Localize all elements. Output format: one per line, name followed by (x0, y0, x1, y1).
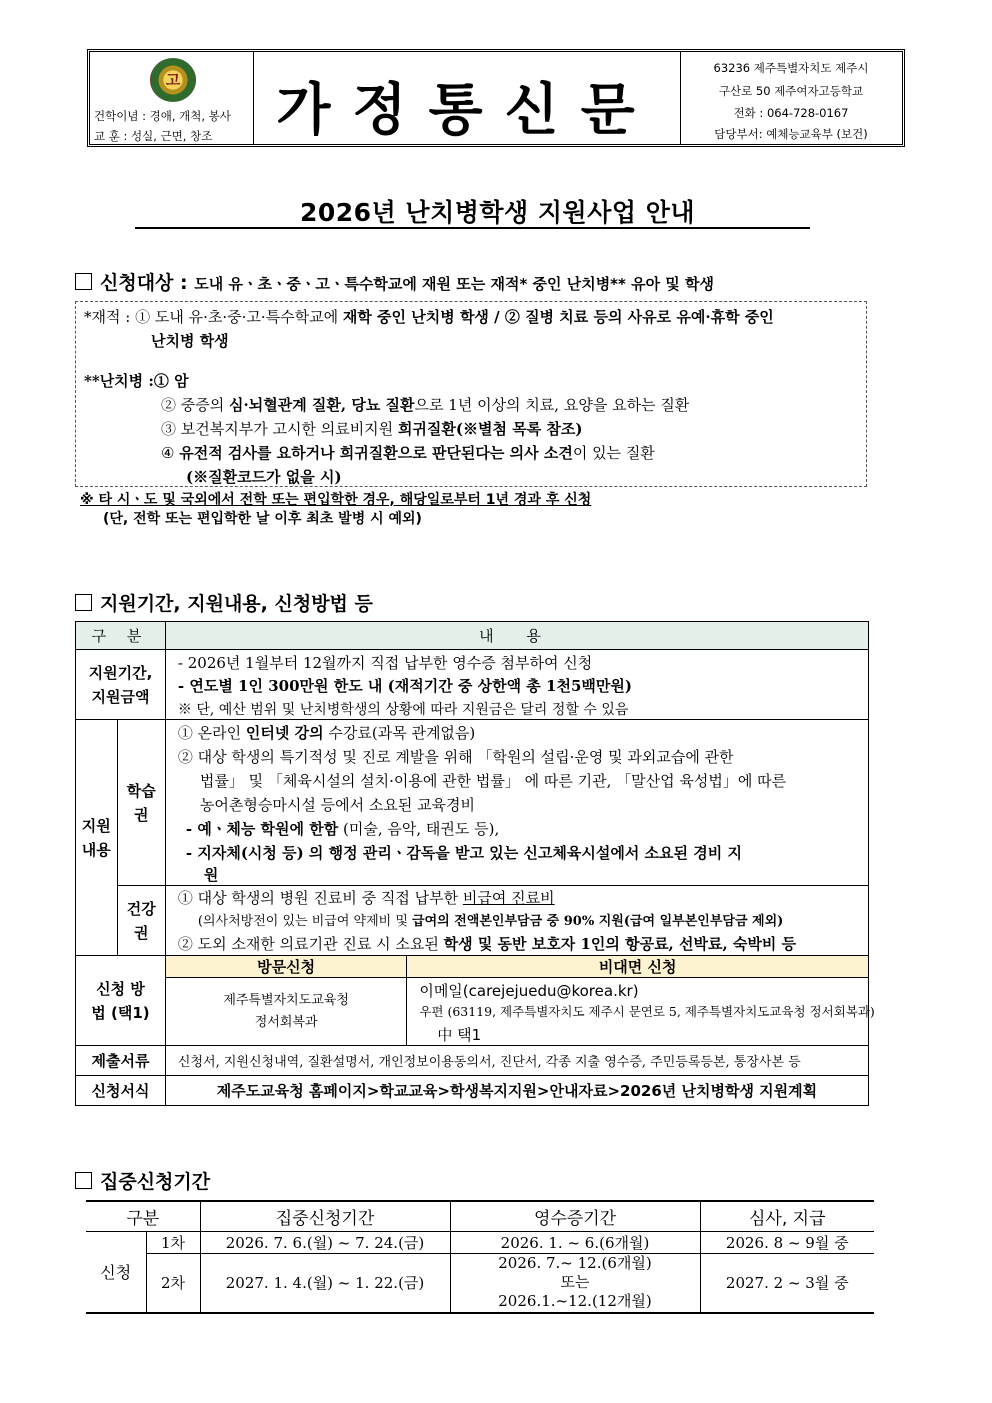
intensive-period-heading: 집중신청기간 (75, 1167, 210, 1194)
school-emblem-icon: 고 (150, 58, 196, 102)
table-header-category: 구 분 (76, 622, 166, 650)
transfer-note-exception: (단, 전학 또는 편입학한 날 이후 최초 발병 시 예외) (103, 511, 422, 527)
support-table (75, 621, 875, 1106)
form-location: 제주도교육청 홈페이지>학교교육>학생복지지원>안내자료>2026년 난치병학생 지원계획 (165, 1076, 868, 1106)
online-content: 이메일(carejejuedu@korea.kr) 우편 (63119, 제주특별자치도 제주시 문연로 5, 제주특별자치도교육청 정서회복과) 中 택1 (407, 978, 869, 1046)
letterhead (87, 49, 905, 147)
table-header-content: 내 용 (165, 622, 868, 650)
support-heading: 지원기간, 지원내용, 신청방법 등 (75, 589, 373, 616)
method-label: 신청 방법 (택1) (76, 956, 166, 1046)
apply-period: 2026. 7. 6.(월) ~ 7. 24.(금) (200, 1231, 450, 1253)
apply-period: 2027. 1. 4.(월) ~ 1. 22.(금) (200, 1253, 450, 1313)
enrollment-definition: *재적 : ① 도내 유·초·중·고·특수학교에 재학 중인 난치병 학생 / ② 질병 치료 등의 사유로 유예·휴학 중인 (84, 308, 774, 326)
disease-item: ④ 유전적 검사를 요하거나 희귀질환으로 판단된다는 의사 소견이 있는 질환 (161, 444, 655, 462)
checkbox-square-icon (75, 1172, 92, 1189)
newsletter-title: 가정통신문 (276, 78, 657, 143)
col-header: 집중신청기간 (200, 1201, 450, 1231)
disease-definition: **난치병 :① 암 (84, 372, 189, 390)
checkbox-square-icon (75, 273, 92, 290)
learning-content: ① 온라인 인터넷 강의 수강료(과목 관계없음) ② 대상 학생의 특기적성 및 진로 계발을 위해 「학원의 설립·운영 및 과외교습에 관한 법률」 및 「체육시설의 설치·이용에 관한 법률」 에 따른 기관, 「말산업 육성법」에 따른 농어촌형승마시설 등에서 소요된 교육경비 - 예ㆍ체능 학원에 한함 (미술, 음악, 태권도 등), - 지자체(시청 등) 의 행정 관리ㆍ감독을 받고 있는 신고체육시설에서 소요된 경비 지 원 (165, 720, 868, 886)
school-contact-box (680, 52, 902, 144)
disease-item: ③ 보건복지부가 고시한 의료비지원 희귀질환(※별첨 목록 참조) (161, 420, 583, 438)
learning-label: 학습권 (117, 720, 165, 886)
visit-content: 제주특별자치도교육청 정서회복과 (165, 978, 406, 1046)
health-content: ① 대상 학생의 병원 진료비 중 직접 납부한 비급여 진료비 (의사처방전이 있는 비급여 약제비 및 급여의 전액본인부담금 중 90% 지원(급여 일부본인부담금 제외) ② 도외 소재한 의료기관 진료 시 소요된 학생 및 동반 보호자 1인의 항공료, 선박료, 숙박비 등 (165, 886, 868, 956)
round-label: 2차 (146, 1253, 200, 1313)
health-label: 건강권 (117, 886, 165, 956)
col-header: 심사, 지급 (700, 1201, 874, 1231)
documents-label: 제출서류 (76, 1046, 166, 1076)
col-header: 영수증기간 (450, 1201, 700, 1231)
documents-content: 신청서, 지원신청내역, 질환설명서, 개인정보이용동의서, 진단서, 각종 지출 영수증, 주민등록등본, 통장사본 등 (165, 1046, 868, 1076)
payment-period: 2026. 8 ~ 9월 중 (700, 1231, 874, 1253)
transfer-note: ※ 타 시ㆍ도 및 국외에서 전학 또는 편입학한 경우, 해당일로부터 1년 경과 후 신청 (80, 492, 592, 508)
checkbox-square-icon (75, 594, 92, 611)
group-label: 신청 (86, 1231, 146, 1313)
col-header: 구분 (86, 1201, 200, 1231)
dept-line: 담당부서: 예체능교육부 (보건) (714, 127, 868, 141)
eligibility-description: 도내 유ㆍ초ㆍ중ㆍ고ㆍ특수학교에 재원 또는 재적* 중인 난치병** 유아 및 학생 (194, 275, 714, 293)
period-label: 지원기간, 지원금액 (76, 650, 166, 720)
eligibility-heading: 신청대상 : 도내 유ㆍ초ㆍ중ㆍ고ㆍ특수학교에 재원 또는 재적* 중인 난치병** 유아 및 학생 (75, 268, 714, 295)
content-label: 지원 내용 (76, 720, 118, 956)
form-label: 신청서식 (76, 1076, 166, 1106)
receipt-period: 2026. 7.~ 12.(6개월) 또는 2026.1.~12.(12개월) (450, 1253, 700, 1313)
visit-header: 방문신청 (165, 956, 406, 978)
online-header: 비대면 신청 (407, 956, 869, 978)
newsletter-title-box (253, 52, 681, 144)
payment-period: 2027. 2 ~ 3월 중 (700, 1253, 874, 1313)
enrollment-definition-cont: 난치병 학생 (151, 332, 229, 350)
motto-line: 교 훈 : 성실, 근면, 창조 (94, 129, 213, 143)
period-content: - 2026년 1월부터 12월까지 직접 납부한 영수증 첨부하여 신청 - 연도별 1인 300만원 한도 내 (재적기간 중 상한액 총 1천5백만원) ※ 단, 예산 범위 및 난치병학생의 상황에 따라 지원금은 달리 정할 수 있음 (165, 650, 868, 720)
school-motto-box (90, 52, 254, 144)
document-title: 2026년 난치병학생 지원사업 안내 (300, 198, 695, 227)
receipt-period: 2026. 1. ~ 6.(6개월) (450, 1231, 700, 1253)
address-line: 구산로 50 제주여자고등학교 (718, 84, 864, 98)
round-label: 1차 (146, 1231, 200, 1253)
intensive-period-table (86, 1200, 874, 1314)
disease-item: ② 중증의 심·뇌혈관계 질환, 당뇨 질환으로 1년 이상의 치료, 요양을 요하는 질환 (161, 396, 690, 414)
eligibility-box (75, 301, 867, 487)
title-underline (135, 227, 810, 229)
motto-line: 건학이념 : 경애, 개척, 봉사 (94, 109, 231, 123)
disease-item-note: (※질환코드가 없을 시) (186, 468, 342, 486)
phone-line: 전화 : 064-728-0167 (733, 106, 849, 120)
address-line: 63236 제주특별자치도 제주시 (713, 61, 869, 75)
